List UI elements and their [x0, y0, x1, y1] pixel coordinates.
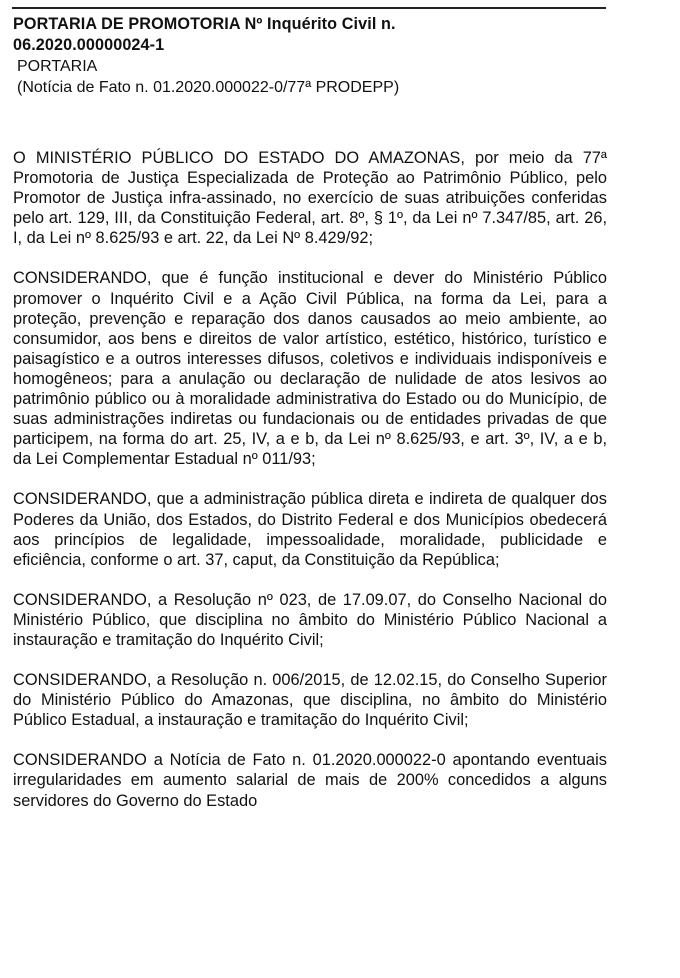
document-body: [13, 142, 607, 831]
heading-line-1: PORTARIA DE PROMOTORIA Nº Inquérito Civil n.: [13, 15, 396, 33]
paragraph-considerando-4: CONSIDERANDO, a Resolução n. 006/2015, de 12.02.15, do Conselho Superior do Ministério Público do Amazonas, que disciplina, no âmbito do Ministério Público Estadual, a instauração e tramitação do Inquérito Civil;: [13, 671, 607, 730]
paragraph-considerando-3: CONSIDERANDO, a Resolução nº 023, de 17.09.07, do Conselho Nacional do Ministério Público, que disciplina no âmbito do Ministério Público Nacional a instauração e tramitação do Inquérito Civil;: [13, 590, 607, 649]
top-divider: [12, 7, 606, 9]
heading-line-2: 06.2020.00000024-1: [13, 36, 165, 54]
paragraph-preamble: O MINISTÉRIO PÚBLICO DO ESTADO DO AMAZONAS, por meio da 77ª Promotoria de Justiça Especializada de Proteção ao Patrimônio Público, pelo Promotor de Justiça infra-assinado, no exercício de suas atribuições conferidas pelo art. 129, III, da Constituição Federal, art. 8º, § 1º, da Lei nº 7.347/85, art. 26, I, da Lei nº 8.625/93 e art. 22, da Lei Nº 8.429/92;: [13, 149, 607, 248]
paragraph-considerando-5: CONSIDERANDO a Notícia de Fato n. 01.2020.000022-0 apontando eventuais irregularidades em aumento salarial de mais de 200% concedidos a alguns servidores do Governo do Estado: [13, 751, 607, 810]
document-heading: [13, 14, 613, 56]
paragraph-considerando-1: CONSIDERANDO, que é função institucional e dever do Ministério Público promover o Inquérito Civil e a Ação Civil Pública, na forma da Lei, para a proteção, prevenção e reparação dos danos causados ao meio ambiente, ao consumidor, aos bens e direitos de valor artístico, estético, histórico, turístico e paisagístico e a outros interesses difusos, coletivos e individuais indisponíveis e homogêneos; para a anulação ou declaração de nulidade de atos lesivos ao patrimônio público ou à moralidade administrativa do Estado ou do Município, de suas administrações indiretas ou fundacionais ou de entidades privadas de que participem, na forma do art. 25, IV, a e b, da Lei nº 8.625/93, e art. 3º, IV, a e b, da Lei Complementar Estadual nº 011/93;: [13, 269, 607, 469]
paragraph-considerando-2: CONSIDERANDO, que a administração pública direta e indireta de qualquer dos Poderes da União, dos Estados, do Distrito Federal e dos Municípios obedecerá aos princípios de legalidade, impessoalidade, moralidade, publicidade e eficiência, conforme o art. 37, caput, da Constituição da República;: [13, 490, 607, 569]
document-reference: (Notícia de Fato n. 01.2020.000022-0/77ª PRODEPP): [17, 79, 400, 96]
document-subtitle: PORTARIA: [17, 58, 98, 75]
